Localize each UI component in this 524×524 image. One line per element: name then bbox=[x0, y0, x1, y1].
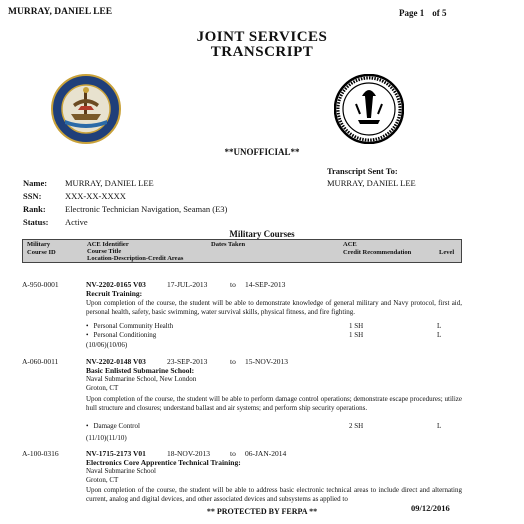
ferpa-notice: ** PROTECTED BY FERPA ** bbox=[206, 507, 318, 516]
student-name-header: MURRAY, DANIEL LEE bbox=[8, 7, 113, 17]
course-city: Groton, CT bbox=[86, 384, 119, 392]
credit-hours: 1 SH bbox=[349, 322, 364, 330]
navy-seal-icon bbox=[51, 74, 121, 144]
status-value: Active bbox=[65, 217, 88, 227]
start-date: 17-JUL-2013 bbox=[167, 280, 208, 289]
credit-level: L bbox=[437, 322, 442, 330]
version-note: (11/10)(11/10) bbox=[86, 434, 127, 442]
ssn-label: SSN: bbox=[23, 191, 42, 201]
name-value: MURRAY, DANIEL LEE bbox=[65, 178, 154, 188]
ace-identifier: NV-2202-0165 V03 bbox=[86, 280, 146, 289]
course-id: A-100-0316 bbox=[22, 449, 59, 458]
document-title-line1: JOINT SERVICES bbox=[196, 29, 328, 45]
document-title-line2: TRANSCRIPT bbox=[210, 44, 314, 60]
ssn-value: XXX-XX-XXXX bbox=[65, 191, 126, 201]
credit-level: L bbox=[437, 331, 442, 339]
end-date: 15-NOV-2013 bbox=[245, 357, 289, 366]
course-city: Groton, CT bbox=[86, 476, 119, 484]
course-id: A-060-0011 bbox=[22, 357, 59, 366]
version-note: (10/06)(10/06) bbox=[86, 341, 128, 349]
course-id: A-950-0001 bbox=[22, 280, 59, 289]
credit-level: L bbox=[437, 422, 442, 430]
rank-label: Rank: bbox=[23, 204, 46, 214]
credit-area: • Personal Conditioning bbox=[86, 331, 156, 340]
print-date: 09/12/2016 bbox=[411, 503, 450, 513]
transcript-sent-to-label: Transcript Sent To: bbox=[327, 166, 398, 176]
course-title: Basic Enlisted Submarine School: bbox=[86, 366, 195, 375]
ace-seal-icon bbox=[334, 74, 404, 144]
transcript-sent-to-value: MURRAY, DANIEL LEE bbox=[327, 178, 416, 188]
start-date: 23-SEP-2013 bbox=[167, 357, 208, 366]
credit-hours: 1 SH bbox=[349, 331, 364, 339]
date-separator: to bbox=[230, 280, 236, 289]
rank-value: Electronic Technician Navigation, Seaman (E3) bbox=[65, 204, 228, 214]
section-title: Military Courses bbox=[229, 229, 295, 239]
course-description: Upon completion of the course, the student will be able to address basic electronic technical areas to include direct and alternating current, analog and digital devices, and other associated devices and subsystems as applied to bbox=[86, 486, 462, 503]
course-location: Naval Submarine School, New London bbox=[86, 375, 197, 383]
col-location-desc: Location-Description-Credit Areas bbox=[87, 255, 184, 262]
credit-hours: 2 SH bbox=[349, 422, 364, 430]
column-header-bar bbox=[22, 239, 462, 263]
end-date: 14-SEP-2013 bbox=[245, 280, 286, 289]
ace-identifier: NV-1715-2173 V01 bbox=[86, 449, 146, 458]
date-separator: to bbox=[230, 357, 236, 366]
col-ace: ACE bbox=[343, 241, 357, 248]
status-label: Status: bbox=[23, 217, 49, 227]
course-title: Recruit Training: bbox=[86, 289, 143, 298]
ace-identifier: NV-2202-0148 V03 bbox=[86, 357, 146, 366]
col-dates-taken: Dates Taken bbox=[211, 241, 246, 248]
col-ace-identifier: ACE Identifier bbox=[87, 241, 129, 248]
col-course-id-b: Course ID bbox=[27, 249, 56, 256]
course-title: Electronics Core Apprentice Technical Training: bbox=[86, 458, 241, 467]
end-date: 06-JAN-2014 bbox=[245, 449, 287, 458]
course-description: Upon completion of the course, the student will be able to perform damage control operations; demonstrate escape procedures; utilize hull structure and closures; understand ballast and air systems; and perform ship security operations. bbox=[86, 395, 462, 412]
col-credit-recommendation: Credit Recommendation bbox=[343, 249, 412, 256]
page-number: Page 1 bbox=[399, 8, 425, 18]
page-indicator bbox=[399, 8, 455, 18]
page-total: of 5 bbox=[432, 8, 447, 18]
name-label: Name: bbox=[23, 178, 48, 188]
course-location: Naval Submarine School bbox=[86, 467, 156, 475]
credit-area: • Damage Control bbox=[86, 422, 140, 431]
col-course-id-a: Military bbox=[27, 241, 51, 248]
col-level: Level bbox=[439, 249, 455, 256]
date-separator: to bbox=[230, 449, 236, 458]
course-description: Upon completion of the course, the student will be able to demonstrate knowledge of general military and Navy protocol, first aid, personal health, safety, basic swimming, water survival skills, physical fitness, and fire fighting. bbox=[86, 299, 462, 316]
start-date: 18-NOV-2013 bbox=[167, 449, 211, 458]
col-course-title: Course Title bbox=[87, 248, 122, 255]
unofficial-label: **UNOFFICIAL** bbox=[224, 147, 300, 157]
credit-area: • Personal Community Health bbox=[86, 322, 173, 331]
